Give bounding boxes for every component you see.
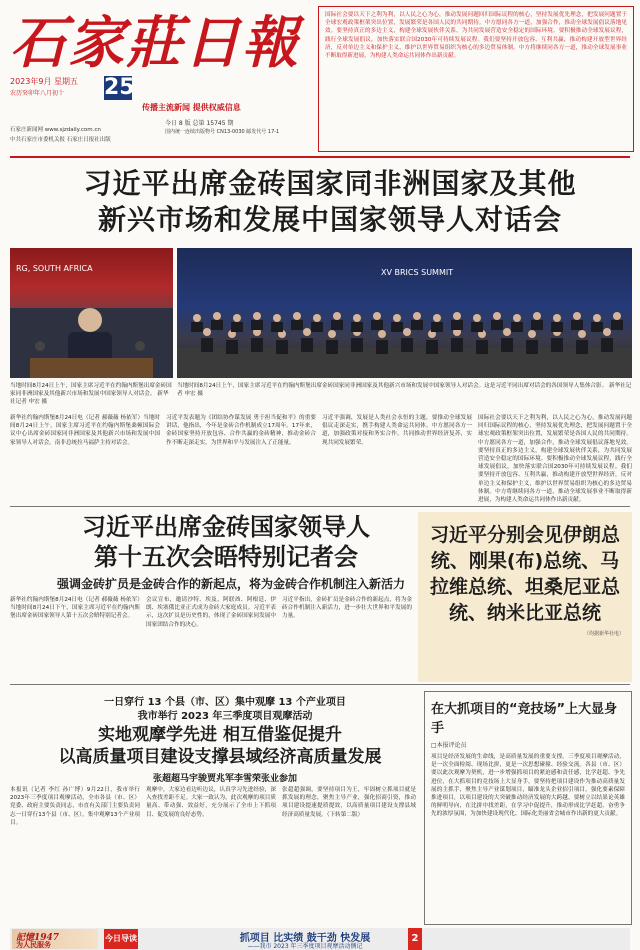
commentary-body: 项目是经济发展的生命线，是高质量发展的重要支撑。三季度项目观摩活动，是一次全面检阅、现场比拼，更是一次思想碰撞、经验交流。各县（市、区）要以此次观摩为契机，进一步增强抓项目的紧迫感和责任感，比学赶超、争先进位，在大抓项目的竞技场上大显身手。要坚持把项目建设作为推动高质量发展的主抓手，聚焦主导产业谋划项目，瞄准龙头企业招引项目，强化要素保障推进项目，以项目建设的大突破推动经济发展的大跨越。要树立以结果论英雄的鲜明导向，在比拼中找差距，在学习中促提升，推动形成比学赶超、奋勇争先的浓厚氛围，为加快建设现代化、国际化美丽省会城市作出新的更大贡献。: [431, 754, 625, 818]
second-headline-line2: 第十五次会晤特别记者会: [94, 543, 358, 571]
second-body-col2: 会议宣布，邀请沙特、埃及、阿联酋、阿根廷、伊朗、埃塞俄比亚正式成为金砖大家庭成员。习近平表示，这次扩员是历史性的，体现了金砖国家同发展中国家团结合作的决心。: [146, 597, 276, 628]
third-subhead: 张超超马宇骏贾兆军李雪荣张业参加: [152, 774, 297, 784]
photo1-banner: RG, SOUTH AFRICA: [16, 264, 93, 273]
website-line[interactable]: 石家庄新闻网 www.sjzdaily.com.cn: [10, 127, 101, 133]
footer-ad-memory[interactable]: [12, 929, 98, 949]
masthead-rule: [10, 156, 630, 158]
commentary-byline: □本报评论员: [431, 742, 467, 749]
footer-subline: ——我市 2023 年三季度项目观摩活动侧记: [247, 943, 363, 950]
top-quote-text: 国际社会要以天下之利为利，以人民之心为心，推动发展问题回归国际议程的核心，坚持发展优先理念，把发展问题置于全球宏观政策框架突出位置，发展繁荣是各国人民的共同期待。中方愿同各方一道，加强合作，推动全球发展倡议落地见效。要坚持真正的多边主义，构建全球发展伙伴关系，为共同发展营造安全稳定的国际环境。要积极推动全球发展议程，践行全球发展倡议，加快落实联合国2030年可持续发展议程。我们要坚持开放包容、互利共赢，推动构建开放型世界经济，反对单边主义和保护主义，维护以世界贸易组织为核心的多边贸易体制。中方将继续同各方一道，推动全球发展事业不断取得新进展，为构建人类命运共同体作出新贡献。: [325, 12, 627, 60]
photo2-banner: XV BRICS SUMMIT: [381, 268, 454, 277]
photo1-caption: 当地时间8月24日上午，国家主席习近平在约翰内斯堡出席金砖国家同非洲国家及其他新兴市场和发展中国家领导人对话会。 新华社记者 申宏 摄: [10, 383, 172, 405]
photo2-credit: 新华社记者 申宏 摄: [177, 383, 632, 397]
top-quote-box: [318, 6, 634, 152]
third-body-col2: 观摩中，大家边看边听边议，认真学习先进经验，深入查找差距不足。大家一致认为，此次观摩的项目质量高、带动强、效益好，充分展示了全市上下抓项目、促发展的良好态势。: [146, 787, 276, 818]
lead-headline-line2: 新兴市场和发展中国家领导人对话会: [97, 203, 562, 236]
third-kicker-2: 我市举行 2023 年三季度项目观摩活动: [137, 711, 313, 722]
commentary-box[interactable]: [424, 691, 632, 925]
lead-body-col4: 国际社会要以天下之利为利，以人民之心为心，推动发展问题回归国际议程的核心，坚持发展优先理念，把发展问题置于全球宏观政策框架突出位置，发展繁荣是各国人民的共同期待。中方愿同各方一道，加强合作，推动全球发展倡议落地见效。要坚持真正的多边主义，构建全球发展伙伴关系，为共同发展营造安全稳定的国际环境。要积极推动全球发展议程，践行全球发展倡议，加快落实联合国2030年可持续发展议程。我们要坚持开放包容、互利共赢，推动构建开放型世界经济，反对单边主义和保护主义，维护以世界贸易组织为核心的多边贸易体制。中方将继续同各方一道，推动全球发展事业不断取得新进展，为构建人类命运共同体作出新贡献。: [478, 415, 632, 504]
photo1-figure: [10, 248, 173, 378]
second-body-col1: 新华社约翰内斯堡8月24日电（记者 郝薇薇 杨依军）当地时间8月24日下午，国家主席习近平在约翰内斯堡出席金砖国家领导人第十五次会晤特别记者会。: [10, 597, 140, 620]
edition-info: 今日 8 版 总第 15745 期: [165, 120, 234, 127]
publication-codes: 国内统一连续出版物号 CN13-0030 邮发代号 17-1: [165, 129, 280, 135]
lead-headline-line1: 习近平出席金砖国家同非洲国家及其他: [83, 167, 577, 200]
sidebox-headline: 习近平分别会见伊朗总统、刚果(布)总统、马拉维总统、坦桑尼亚总统、纳米比亚总统: [429, 524, 620, 624]
section-divider-2: [10, 684, 630, 685]
ad1-line2: 为人民服务: [16, 941, 51, 949]
ad1-line1: 記憶1947: [16, 933, 60, 943]
newspaper-logo: 石家莊日報: [10, 10, 300, 76]
sidebox-note: （均据新华社电）: [583, 631, 624, 637]
second-headline-line1: 习近平出席金砖国家领导人: [82, 513, 370, 541]
third-kicker-1: 一日穿行 13 个县（市、区）集中观摩 13 个产业项目: [104, 697, 346, 708]
lead-photo-group[interactable]: [177, 248, 632, 378]
masthead: [10, 12, 315, 104]
lead-headline[interactable]: [40, 166, 620, 238]
lead-body-col2: 习近平发表题为《团结协作谋发展 勇于担当促和平》的重要讲话，他指出，今年是金砖合作机制成立17周年。17年来，金砖国家坚持开放包容、合作共赢的金砖精神，推动金砖合作不断走深走实，为世界和平与发展注入了正能量。: [166, 415, 316, 446]
lead-photo-left[interactable]: [10, 248, 173, 378]
lunar-date: 农历癸卯年八月初十: [10, 90, 65, 97]
third-body-col3: 张超超强调，要坚持项目为王，牢固树立抓项目就是抓发展的理念，聚焦主导产业，强化招商引资，推动项目建设提速提质提效，以高质量项目建设支撑县域经济高质量发展。（下转第二版）: [282, 787, 416, 818]
third-body-col1: 本报讯（记者 李红 孙广博）9月22日，我市举行2023年三季度项目观摩活动，全市各县（市、区）党委、政府主要负责同志，市直有关部门主要负责同志一日穿行13个县（市、区），集中观摩13个产业项目。: [10, 787, 140, 826]
third-headline[interactable]: [20, 724, 420, 768]
third-headline-line2: 以高质量项目建设支撑县域经济高质量发展: [58, 747, 382, 767]
publisher-line: 中共石家庄市委机关报 石家庄日报社出版: [10, 137, 111, 143]
issue-day-number: 25: [104, 75, 135, 100]
commentary-headline: 在大抓项目的“竞技场”上大显身手: [431, 702, 618, 736]
photo2-figure: [177, 248, 632, 378]
footer-headline[interactable]: 抓项目 比实绩 鼓干劲 快发展: [239, 933, 371, 944]
second-subhead: 强调金砖扩员是金砖合作的新起点，将为金砖合作机制注入新活力: [56, 577, 405, 591]
photo1-credit: 新华社记者 申宏 摄: [10, 391, 169, 405]
page-number[interactable]: 2: [408, 928, 422, 950]
issue-date: 2023年9月 星期五: [10, 77, 78, 86]
today-guide-label[interactable]: 今日导读: [104, 929, 138, 949]
second-body-col3: 习近平指出，金砖扩员是金砖合作的新起点，将为金砖合作机制注入新活力，进一步壮大世界和平发展的力量。: [282, 597, 412, 620]
second-headline[interactable]: [26, 512, 426, 572]
third-headline-line1: 实地观摩学先进 相互借鉴促提升: [98, 725, 342, 745]
meeting-sidebox[interactable]: [418, 512, 632, 682]
masthead-slogan: 传播主流新闻 提供权威信息: [142, 103, 241, 112]
lead-body-col3: 习近平强调，发展是人类社会永恒的主题，要推动全球发展倡议走深走实，携手构建人类命运共同体。中方愿同各方一道，加强政策对接和务实合作，共同推动世界经济复苏，实现共同发展繁荣。: [322, 415, 472, 446]
lead-body-col1: 新华社约翰内斯堡8月24日电（记者 郝薇薇 杨依军）当地时间8月24日上午，国家主席习近平在约翰内斯堡桑顿国际会议中心出席金砖国家同非洲国家及其他新兴市场和发展中国家领导人对话会。南非总统拉马福萨主持对话会。: [10, 415, 160, 446]
photo2-caption: 当地时间8月24日上午，国家主席习近平在约翰内斯堡出席金砖国家同非洲国家及其他新兴市场和发展中国家领导人对话会。这是习近平同出席对话会的各国领导人集体合影。 新华社记者 申宏 摄: [177, 383, 632, 397]
section-divider-1: [10, 506, 630, 507]
